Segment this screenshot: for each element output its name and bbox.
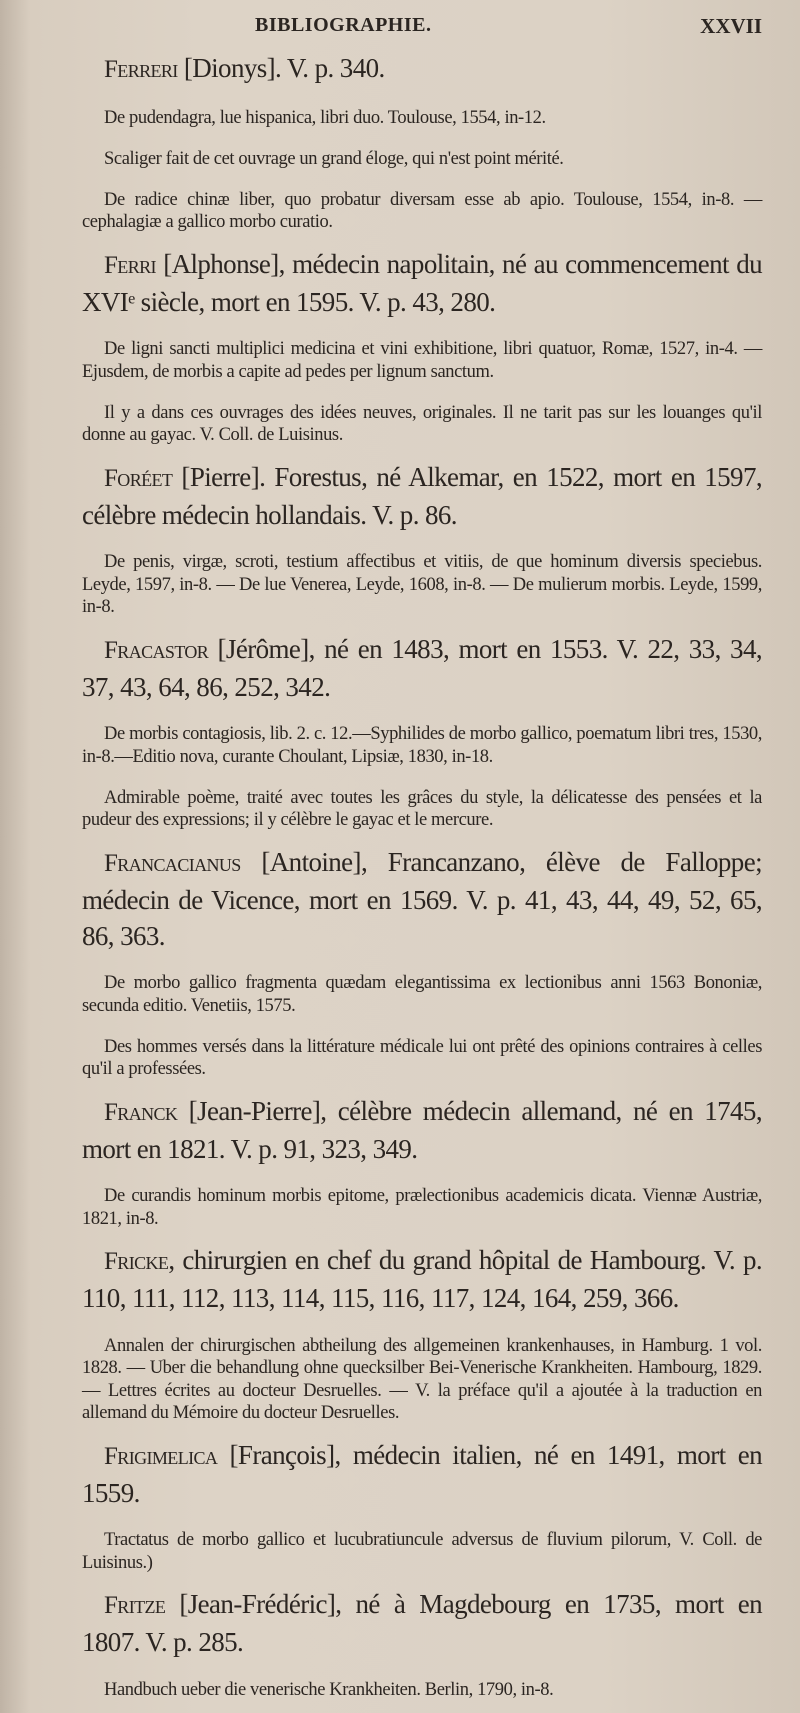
entry-paragraph: De curandis hominum morbis epitome, prælectionibus academicis dicata. Viennæ Austriæ, 1821, in-8. — [82, 1186, 762, 1229]
author-details: [François], médecin italien, né en 1491, mort en 1559. — [82, 1439, 762, 1508]
bibliography-entry — [82, 1586, 762, 1701]
entry-heading — [82, 246, 762, 320]
author-name: Ferri — [104, 251, 156, 279]
author-details: [Antoine], Francanzano, élève de Falloppe; médecin de Vicence, mort en 1569. V. p. 41, 43, 44, 49, 52, 65, 86, 363. — [82, 846, 762, 951]
author-name: Ferreri — [104, 56, 178, 83]
author-details: [Jean-Pierre], célèbre médecin allemand, né en 1745, mort en 1821. V. p. 91, 323, 349. — [82, 1095, 762, 1164]
bibliography-entries — [82, 50, 762, 1701]
bibliography-entry — [82, 1093, 762, 1231]
entry-paragraph: De radice chinæ liber, quo probatur diversam esse ab apio. Toulouse, 1554, in-8. — cephalagiæ a gallico morbo curatio. — [82, 189, 762, 232]
bibliography-entry — [82, 459, 762, 619]
entry-heading — [82, 1242, 762, 1316]
author-name: Fracastor — [104, 636, 209, 664]
entry-paragraph: De pudendagra, lue hispanica, libri duo. Toulouse, 1554, in-12. — [104, 107, 546, 128]
entry-paragraph: Il y a dans ces ouvrages des idées neuves, originales. Il ne tarit pas sur les louanges qu'il donne au gayac. V. Coll. de Luisinus. — [82, 402, 762, 445]
bibliography-entry — [82, 50, 762, 234]
entry-paragraph: De morbo gallico fragmenta quædam elegantissima ex lectionibus anni 1563 Bononiæ, secunda editio. Venetiis, 1575. — [82, 973, 762, 1016]
author-details: [Jean-Frédéric], né à Magdebourg en 1735, mort en 1807. V. p. 285. — [82, 1589, 762, 1657]
page-number: XXVII — [700, 14, 762, 38]
entry-paragraph: De penis, virgæ, scroti, testium affectibus et vitiis, de que hominum diversis speciebus. Leyde, 1597, in-8. — De lue Venerea, Leyde, 1608, in-8. — De mulierum morbis. Leyde, 1599, in-8. — [82, 552, 762, 617]
entry-heading — [82, 459, 762, 533]
entry-paragraph: De ligni sancti multiplici medicina et vini exhibitione, libri quatuor, Romæ, 1527, in-4. — Ejusdem, de morbis a capite ad pedes per lignum sanctum. — [82, 339, 762, 382]
entry-heading — [82, 1586, 762, 1660]
author-name: Fritze — [104, 1592, 166, 1619]
entry-paragraph: Tractatus de morbo gallico et lucubratiuncule adversus de fluvium pilorum, V. Coll. de Luisinus.) — [82, 1530, 762, 1573]
author-name: Frigimelica — [104, 1442, 218, 1470]
entry-heading — [82, 631, 762, 705]
bibliography-entry — [82, 844, 762, 1081]
author-details: [Pierre]. Forestus, né Alkemar, en 1522, mort en 1597, célèbre médecin hollandais. V. p. 86. — [82, 461, 762, 530]
entry-heading — [82, 844, 762, 954]
entry-paragraph: De morbis contagiosis, lib. 2. c. 12.—Syphilides de morbo gallico, poematum libri tres, 1530, in-8.—Editio nova, curante Choulant, Lipsiæ, 1830, in-18. — [82, 724, 762, 767]
entry-paragraph: Des hommes versés dans la littérature médicale lui ont prêté des opinions contraires à celles qu'il a professées. — [82, 1036, 762, 1079]
book-page — [82, 14, 762, 1713]
entry-heading — [82, 1437, 762, 1511]
entry-paragraph: Handbuch ueber die venerische Krankheiten. Berlin, 1790, in-8. — [104, 1679, 554, 1700]
author-name: Franck — [104, 1098, 178, 1126]
entry-heading — [82, 1093, 762, 1167]
entry-paragraph: Admirable poème, traité avec toutes les grâces du style, la délicatesse des pensées et la pudeur des expressions; il y célèbre le gayac et le mercure. — [82, 787, 762, 830]
author-details: [Dionys]. V. p. 340. — [177, 53, 385, 83]
bibliography-entry — [82, 1437, 762, 1575]
bibliography-entry — [82, 246, 762, 447]
author-name: Fricke — [104, 1248, 169, 1275]
bibliography-entry — [82, 631, 762, 832]
author-name: Foréet — [104, 464, 173, 492]
entry-paragraph: Scaliger fait de cet ouvrage un grand éloge, qui n'est point mérité. — [104, 148, 564, 169]
author-details: , chirurgien en chef du grand hôpital de Hambourg. V. p. 110, 111, 112, 113, 114, 115, 116, 117, 124, 164, 259, 366. — [82, 1245, 762, 1313]
entry-paragraph: Annalen der chirurgischen abtheilung des allgemeinen krankenhauses, in Hamburg. 1 vol. 1828. — Uber die behandlung ohne quecksilber Bei-Venerische Krankheiten. Hambourg, 1829. — Lettres écrites au docteur Desruelles. — V. la préface qu'il a ajoutée à la traduction en allemand du Mémoire du docteur Desruelles. — [82, 1335, 762, 1423]
author-details: [Jérôme], né en 1483, mort en 1553. V. 22, 33, 34, 37, 43, 64, 86, 252, 342. — [82, 633, 762, 702]
running-title: BIBLIOGRAPHIE. — [255, 14, 432, 36]
running-head — [82, 14, 762, 50]
entry-heading — [82, 50, 762, 88]
bibliography-entry — [82, 1242, 762, 1425]
author-name: Francacianus — [104, 849, 241, 877]
author-details: [Alphonse], médecin napolitain, né au commencement du XVIᵉ siècle, mort en 1595. V. p. 43, 280. — [82, 248, 762, 317]
